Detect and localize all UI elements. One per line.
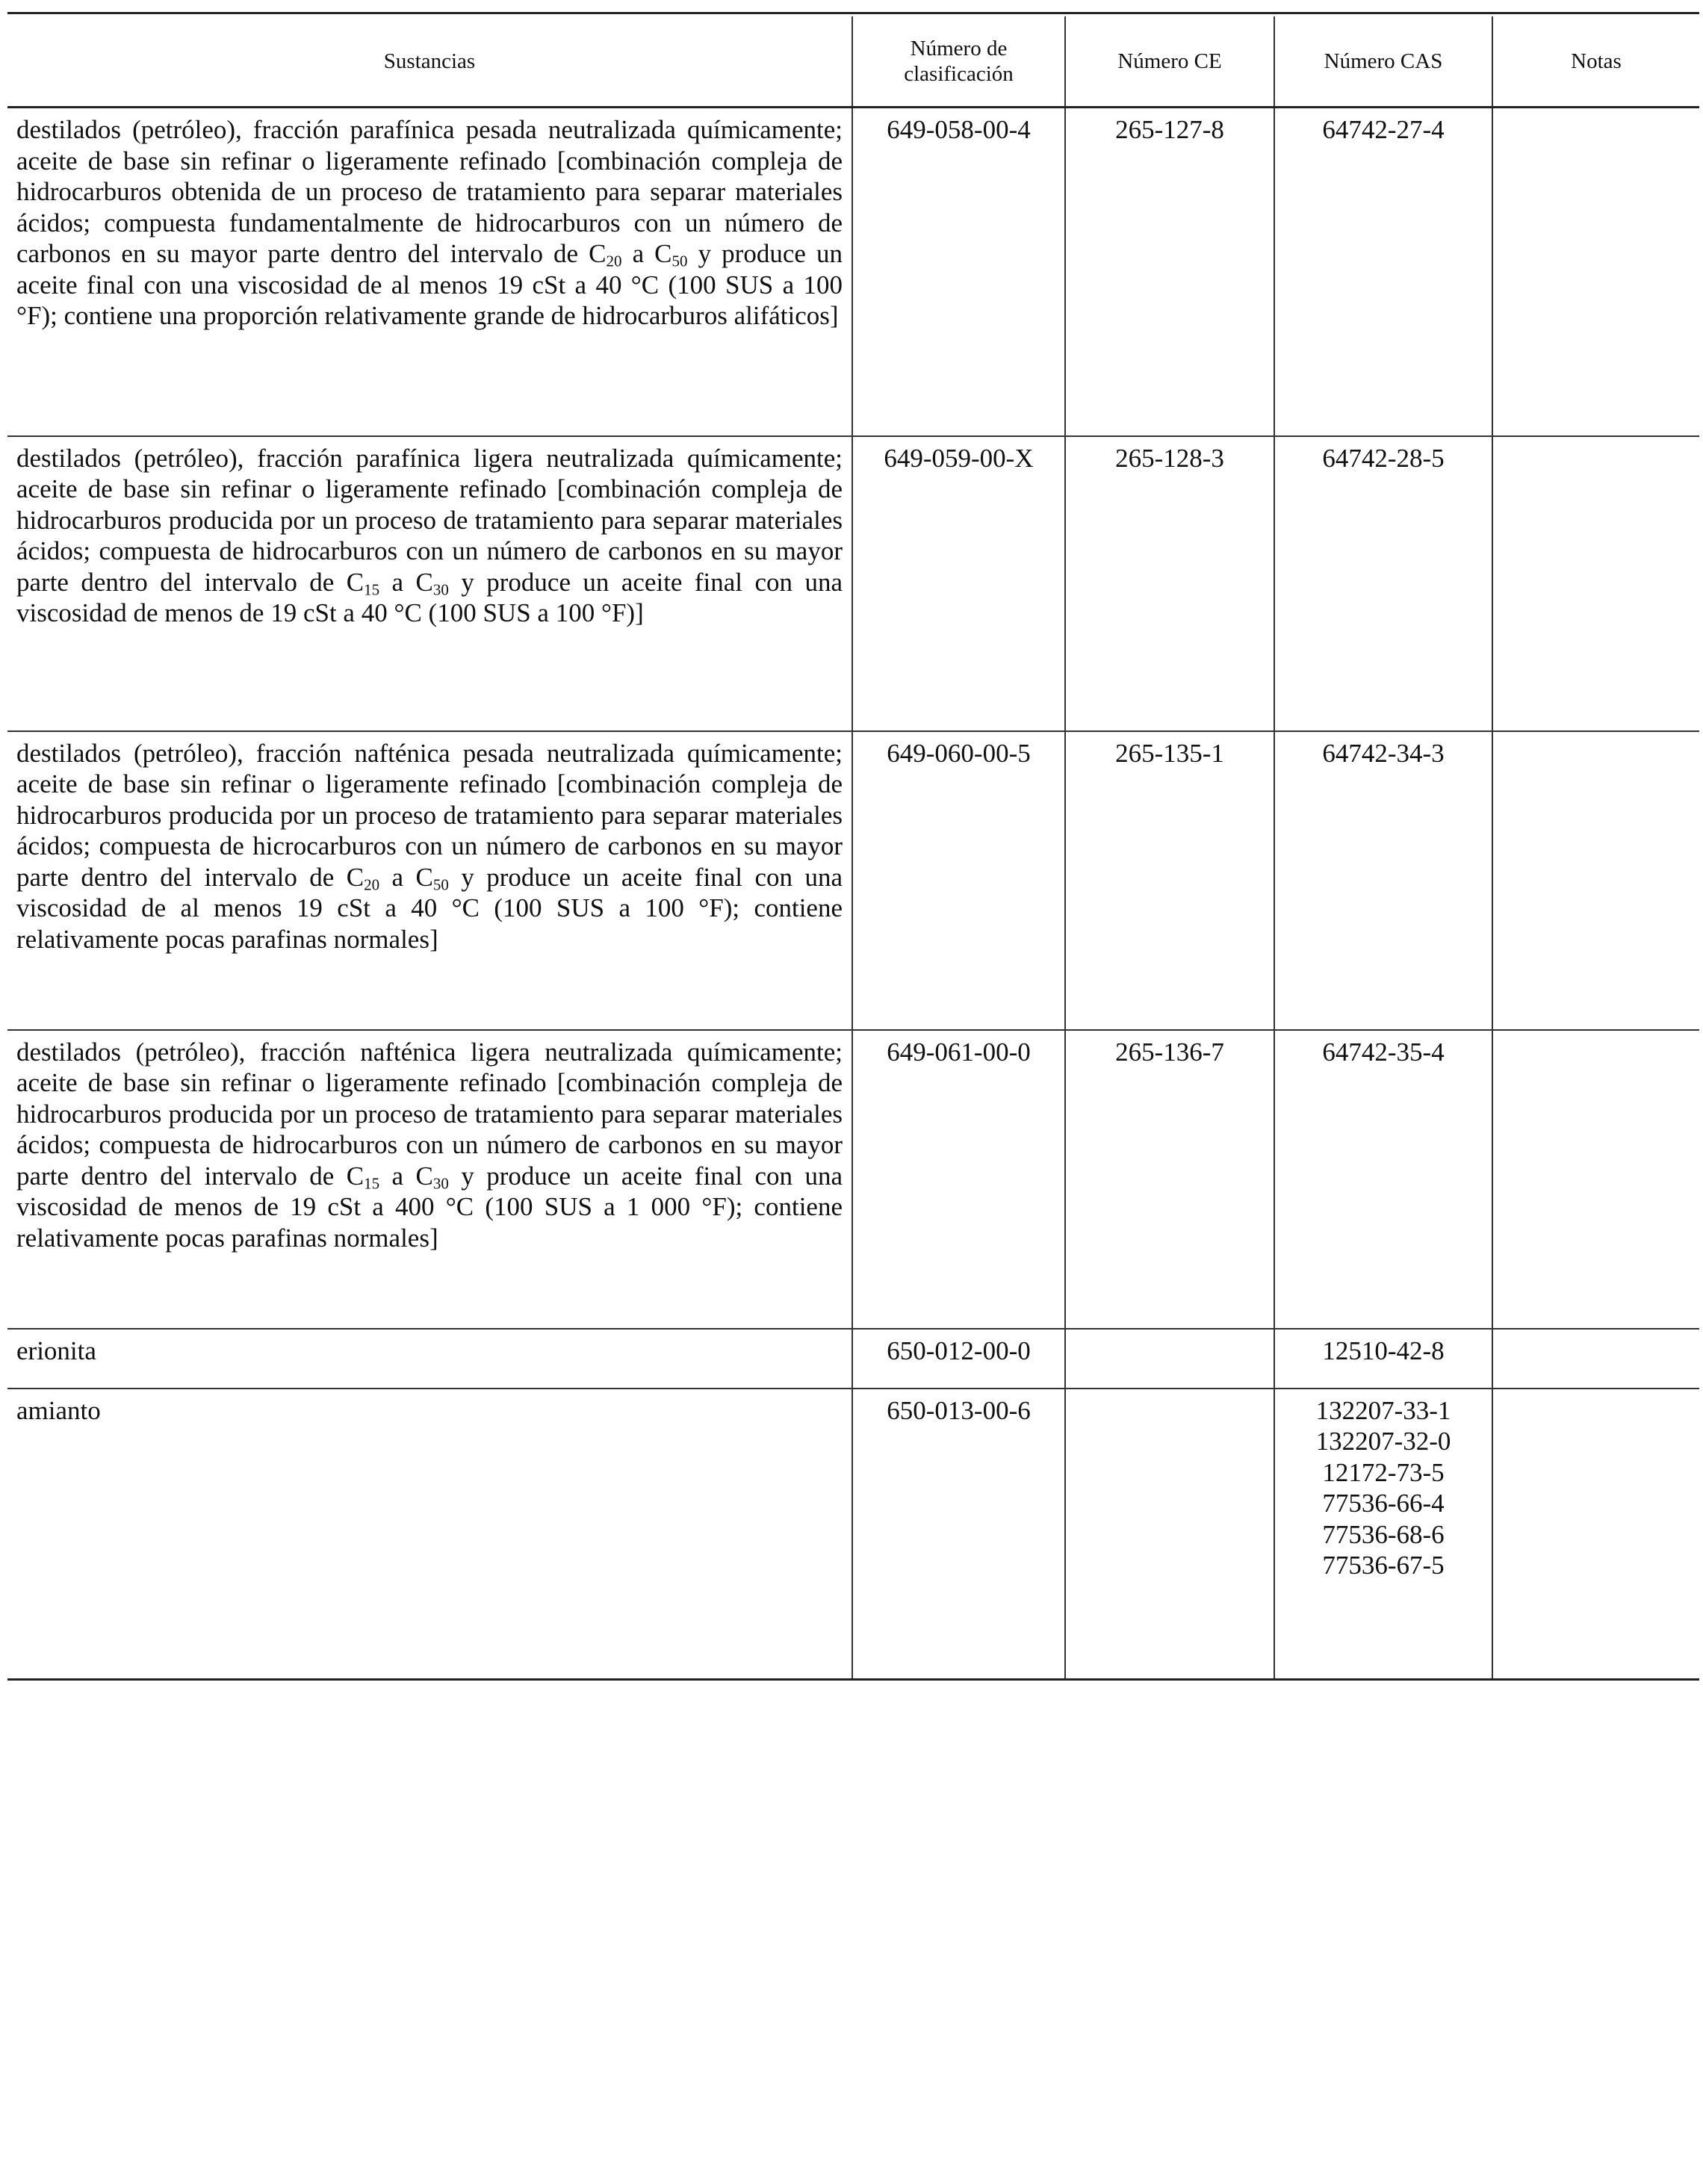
table-row	[7, 1389, 1699, 1680]
cell-notas	[1492, 108, 1699, 436]
cas-number: 12172-73-5	[1322, 1457, 1445, 1487]
table-body	[7, 108, 1699, 1680]
header-sustancias: Sustancias	[7, 16, 852, 108]
cell-numero-cas	[1274, 731, 1492, 1030]
cas-number: 64742-35-4	[1322, 1037, 1445, 1067]
cell-numero-ce: 265-127-8	[1065, 108, 1274, 436]
cell-notas	[1492, 1389, 1699, 1680]
cas-number: 132207-33-1	[1315, 1395, 1451, 1425]
cell-numero-clasificacion: 650-012-00-0	[852, 1329, 1065, 1389]
cell-numero-cas	[1274, 1329, 1492, 1389]
cell-numero-cas	[1274, 1389, 1492, 1680]
cas-number: 77536-66-4	[1322, 1489, 1445, 1518]
cas-number: 64742-27-4	[1322, 115, 1445, 144]
header-numero-clasificacion: Número de clasificación	[852, 16, 1065, 108]
cell-numero-clasificacion: 649-058-00-4	[852, 108, 1065, 436]
header-numero-cas: Número CAS	[1274, 16, 1492, 108]
cas-number: 12510-42-8	[1322, 1335, 1445, 1365]
table-row	[7, 1329, 1699, 1389]
cell-notas	[1492, 1030, 1699, 1329]
cell-sustancia: erionita	[7, 1329, 852, 1389]
cell-notas	[1492, 436, 1699, 731]
top-rule	[7, 12, 1699, 14]
cas-number: 77536-68-6	[1322, 1519, 1445, 1549]
cell-numero-ce: 265-136-7	[1065, 1030, 1274, 1329]
table-header	[7, 16, 1699, 108]
header-row	[7, 16, 1699, 108]
cell-numero-clasificacion: 649-060-00-5	[852, 731, 1065, 1030]
cell-sustancia: amianto	[7, 1389, 852, 1680]
cell-numero-ce: 265-135-1	[1065, 731, 1274, 1030]
cell-numero-clasificacion: 650-013-00-6	[852, 1389, 1065, 1680]
table-row	[7, 731, 1699, 1030]
cas-number: 64742-28-5	[1322, 443, 1445, 473]
cas-number: 77536-67-5	[1322, 1551, 1445, 1580]
cell-numero-cas	[1274, 1030, 1492, 1329]
substances-table	[7, 16, 1699, 1681]
cas-number: 64742-34-3	[1322, 738, 1445, 768]
cell-numero-cas	[1274, 108, 1492, 436]
cell-numero-clasificacion: 649-061-00-0	[852, 1030, 1065, 1329]
cas-number: 132207-32-0	[1315, 1427, 1451, 1456]
table-row	[7, 1030, 1699, 1329]
cell-numero-cas	[1274, 436, 1492, 731]
header-numero-ce: Número CE	[1065, 16, 1274, 108]
cell-sustancia: destilados (petróleo), fracción nafténica pesada neutralizada químicamente; aceite de base sin refinar o ligeramente refinado [combinación compleja de hidrocarburos producida por un proceso de tratamiento para separar materiales ácidos; compuesta de hicrocarburos con un número de carbonos en su mayor parte dentro del intervalo de $C_{20}$ a $C_{50}$ y produce un aceite final con una viscosidad de al menos 19 cSt a 40 °C (100 SUS a 100 °F); contiene relativamente pocas parafinas normales]	[7, 731, 852, 1030]
cell-notas	[1492, 1329, 1699, 1389]
header-notas: Notas	[1492, 16, 1699, 108]
cell-notas	[1492, 731, 1699, 1030]
cell-numero-ce	[1065, 1389, 1274, 1680]
cell-numero-ce	[1065, 1329, 1274, 1389]
table-row	[7, 108, 1699, 436]
cell-sustancia: destilados (petróleo), fracción nafténica ligera neutralizada químicamente; aceite de base sin refinar o ligeramente refinado [combinación compleja de hidrocarburos producida por un proceso de tratamiento para separar materiales ácidos; compuesta de hidrocarburos con un número de carbonos en su mayor parte dentro del intervalo de $C_{15}$ a $C_{30}$ y produce un aceite final con una viscosidad de menos de 19 cSt a 400 °C (100 SUS a 1 000 °F); contiene relativamente pocas parafinas normales]	[7, 1030, 852, 1329]
cell-numero-clasificacion: 649-059-00-X	[852, 436, 1065, 731]
table-row	[7, 436, 1699, 731]
cell-numero-ce: 265-128-3	[1065, 436, 1274, 731]
cell-sustancia: destilados (petróleo), fracción parafínica pesada neutralizada químicamente; aceite de base sin refinar o ligeramente refinado [combinación compleja de hidrocarburos obtenida de un proceso de tratamiento para separar materiales ácidos; compuesta fundamentalmente de hidrocarburos con un número de carbonos en su mayor parte dentro del intervalo de $C_{20}$ a $C_{50}$ y produce un aceite final con una viscosidad de al menos 19 cSt a 40 °C (100 SUS a 100 °F); contiene una proporción relativamente grande de hidrocarburos alifáticos]	[7, 108, 852, 436]
cell-sustancia: destilados (petróleo), fracción parafínica ligera neutralizada químicamente; aceite de base sin refinar o ligeramente refinado [combinación compleja de hidrocarburos producida por un proceso de tratamiento para separar materiales ácidos; compuesta de hidrocarburos con un número de carbonos en su mayor parte dentro del intervalo de $C_{15}$ a $C_{30}$ y produce un aceite final con una viscosidad de menos de 19 cSt a 40 °C (100 SUS a 100 °F)]	[7, 436, 852, 731]
